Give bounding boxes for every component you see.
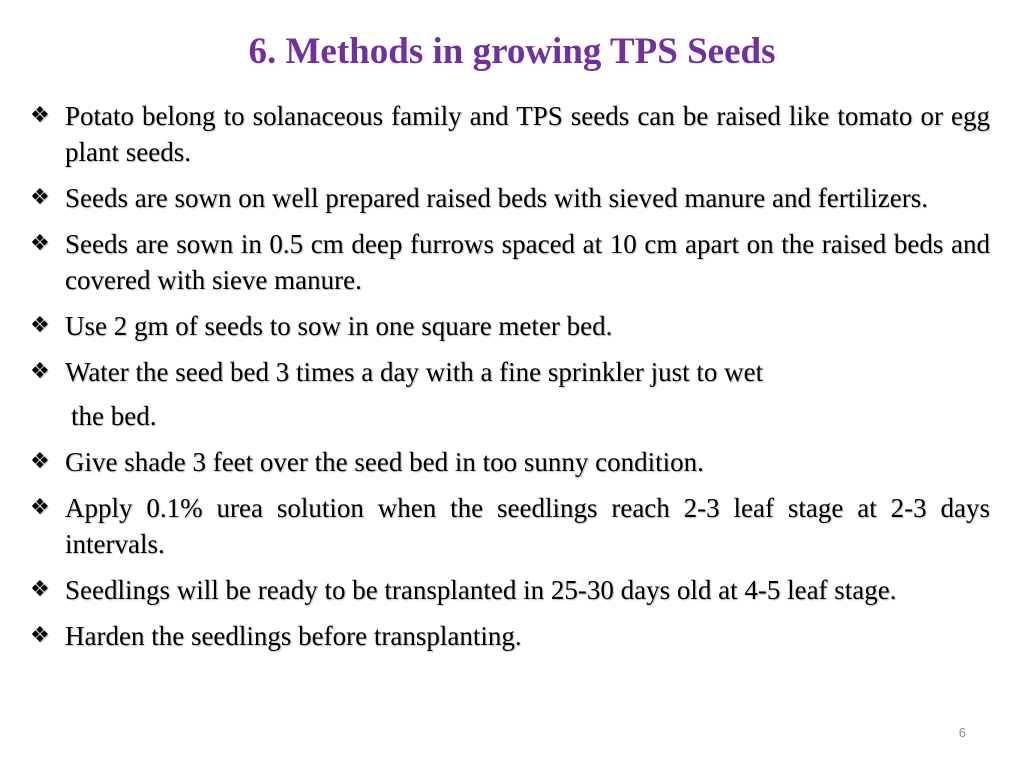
bullet-item — [30, 226, 990, 298]
bullet-item — [30, 444, 990, 480]
diamond-bullet-icon: ❖ — [30, 449, 50, 474]
bullet-item — [30, 354, 990, 434]
bullet-text: Seeds are sown on well prepared raised beds with sieved manure and fertilizers. — [65, 183, 928, 213]
diamond-bullet-icon: ❖ — [30, 103, 50, 128]
bullet-text-continuation: the bed. — [71, 401, 157, 431]
diamond-bullet-icon: ❖ — [30, 495, 50, 520]
diamond-bullet-icon: ❖ — [30, 313, 50, 338]
bullet-text: Water the seed bed 3 times a day with a fine sprinkler just to wet — [65, 357, 764, 387]
bullet-item — [30, 98, 990, 170]
bullet-item — [30, 490, 990, 562]
diamond-bullet-icon: ❖ — [30, 577, 50, 602]
bullet-item — [30, 618, 990, 654]
bullet-item — [30, 572, 990, 608]
slide-title: 6. Methods in growing TPS Seeds — [248, 31, 776, 72]
bullet-text: Seeds are sown in 0.5 cm deep furrows spaced at 10 cm apart on the raised beds and covered with sieve manure. — [65, 229, 990, 295]
bullet-item — [30, 180, 990, 216]
bullet-text: Harden the seedlings before transplanting. — [65, 621, 522, 651]
bullet-item — [30, 308, 990, 344]
bullet-text: Potato belong to solanaceous family and TPS seeds can be raised like tomato or egg plant seeds. — [65, 101, 990, 167]
bullet-text: Apply 0.1% urea solution when the seedlings reach 2-3 leaf stage at 2-3 days intervals. — [65, 493, 990, 559]
bullet-list — [30, 98, 990, 664]
page-number: 6 — [958, 725, 966, 740]
diamond-bullet-icon: ❖ — [30, 185, 50, 210]
bullet-text: Seedlings will be ready to be transplanted in 25-30 days old at 4-5 leaf stage. — [65, 575, 897, 605]
bullet-text: Use 2 gm of seeds to sow in one square meter bed. — [65, 311, 613, 341]
diamond-bullet-icon: ❖ — [30, 623, 50, 648]
diamond-bullet-icon: ❖ — [30, 231, 50, 256]
diamond-bullet-icon: ❖ — [30, 359, 50, 384]
bullet-text: Give shade 3 feet over the seed bed in too sunny condition. — [65, 447, 704, 477]
